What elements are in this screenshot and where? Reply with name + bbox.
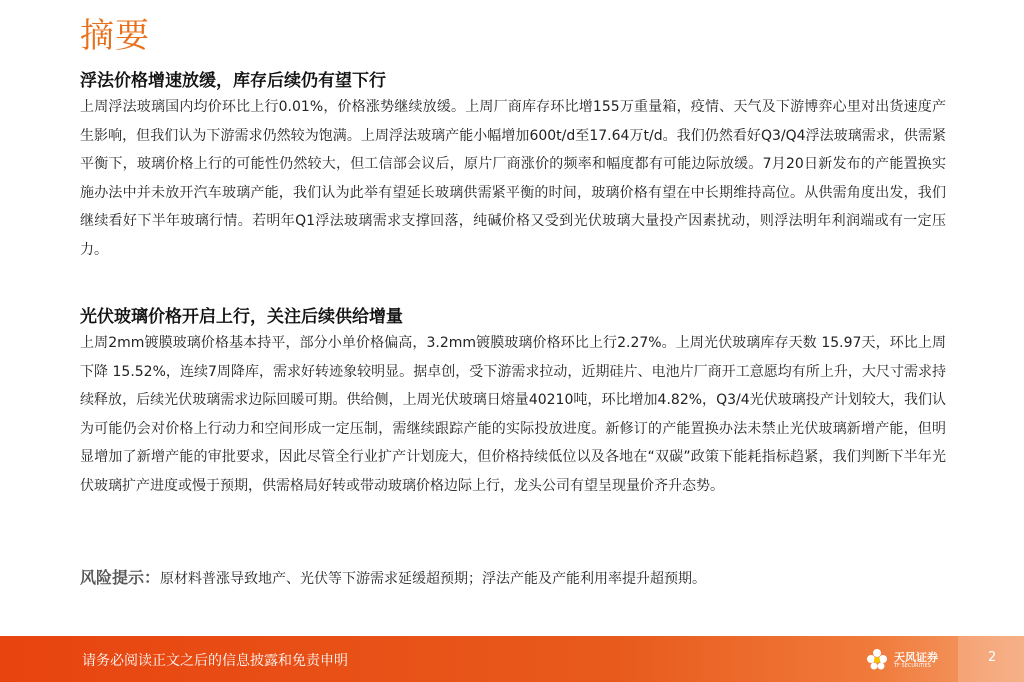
section-heading-float-glass: 浮法价格增速放缓，库存后续仍有望下行 <box>80 71 386 91</box>
section-body-pv-glass: 上周2mm镀膜玻璃价格基本持平，部分小单价格偏高，3.2mm镀膜玻璃价格环比上行2.27%。上周光伏玻璃库存天数 15.97天，环比上周下降 15.52%，连续7周降库，需求好转迹象较明显。据卓创，受下游需求拉动，近期硅片、电池片厂商开工意愿均有所上升，大尺寸需求持续释放，后续光伏玻璃需求边际回暖可期。供给侧，上周光伏玻璃日熔量40210吨，环比增加4.82%，Q3/4光伏玻璃投产计划较大，我们认为可能仍会对价格上行动力和空间形成一定压制，需继续跟踪产能的实际投放进度。新修订的产能置换办法未禁止光伏玻璃新增产能，但明显增加了新增产能的审批要求，因此尽管全行业扩产计划庞大，但价格持续低位以及各地在“双碳”政策下能耗指标趋紧，我们判断下半年光伏玻璃扩产进度或慢于预期，供需格局好转或带动玻璃价格边际上行，龙头公司有望呈现量价齐升态势。 <box>80 335 946 494</box>
logo-text: 天风证券 <box>894 651 938 664</box>
logo-subtext: TF SECURITIES <box>894 663 931 669</box>
page-number: 2 <box>988 650 997 665</box>
section-body-float-glass: 上周浮法玻璃国内均价环比上行0.01%，价格涨势继续放缓。上周厂商库存环比增155万重量箱，疫情、天气及下游博弈心里对出货速度产生影响，但我们认为下游需求仍然较为饱满。上周浮法玻璃产能小幅增加600t/d至17.64万t/d。我们仍然看好Q3/Q4浮法玻璃需求，供需紧平衡下，玻璃价格上行的可能性仍然较大，但工信部会议后，原片厂商涨价的频率和幅度都有可能边际放缓。7月20日新发布的产能置换实施办法中并未放开汽车玻璃产能，我们认为此举有望延长玻璃供需紧平衡的时间，玻璃价格有望在中长期维持高位。从供需角度出发，我们继续看好下半年玻璃行情。若明年Q1浮法玻璃需求支撑回落，纯碱价格又受到光伏玻璃大量投产因素扰动，则浮法明年利润端或有一定压力。 <box>80 99 946 258</box>
footer-bar <box>0 636 1024 682</box>
company-logo <box>864 646 944 674</box>
flower-logo-icon <box>864 646 890 672</box>
risk-notice <box>80 564 946 593</box>
risk-label: 风险提示： <box>80 568 161 587</box>
disclaimer-text: 请务必阅读正文之后的信息披露和免责申明 <box>82 653 348 669</box>
page-title: 摘要 <box>80 16 150 56</box>
section-heading-pv-glass: 光伏玻璃价格开启上行，关注后续供给增量 <box>80 307 403 327</box>
risk-text: 原材料普涨导致地产、光伏等下游需求延缓超预期；浮法产能及产能利用率提升超预期。 <box>160 571 707 587</box>
